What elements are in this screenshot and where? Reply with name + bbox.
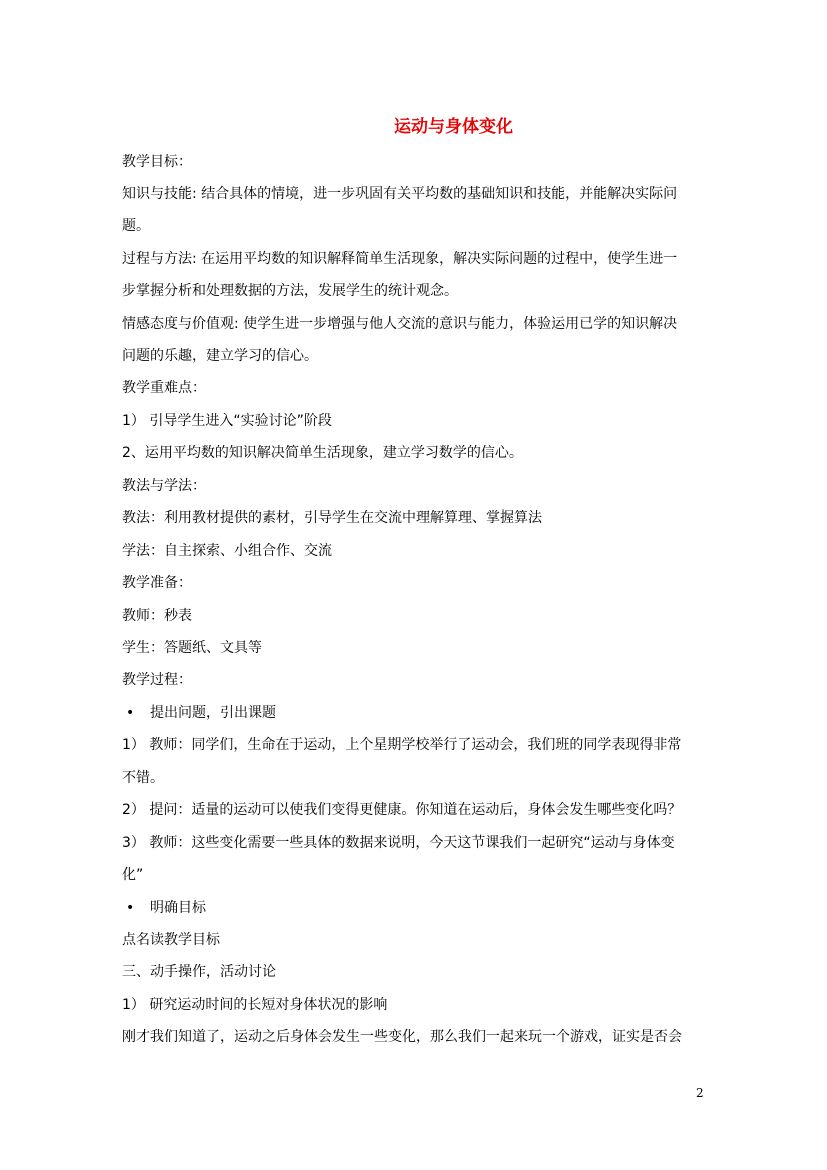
paragraph-line: 不错。 [122,770,164,786]
document-title: 运动与身体变化 [394,117,513,137]
list-item: 1） 教师：同学们，生命在于运动，上个星期学校举行了运动会，我们班的同学表现得非常 [122,737,682,753]
bullet-item: 明确目标 [150,900,206,916]
paragraph-line: 问题的乐趣，建立学习的信心。 [122,348,318,364]
list-item: 1） 研究运动时间的长短对身体状况的影响 [122,997,388,1013]
paragraph-line: 知识与技能: 结合具体的情境，进一步巩固有关平均数的基础知识和技能，并能解决实际问 [122,186,678,202]
heading-preparation: 教学准备： [122,575,192,591]
paragraph-line: 步掌握分析和处理数据的方法，发展学生的统计观念。 [122,283,458,299]
heading-teaching-goals: 教学目标： [122,154,192,170]
paragraph-line: 化” [122,867,144,883]
list-item: 3） 教师：这些变化需要一些具体的数据来说明，今天这节课我们一起研究“运动与身体变 [122,835,675,851]
heading-methods: 教法与学法： [122,478,206,494]
paragraph-line: 刚才我们知道了，运动之后身体会发生一些变化，那么我们一起来玩一个游戏，证实是否会 [122,1029,682,1045]
list-item: 2、运用平均数的知识解决简单生活现象，建立学习数学的信心。 [122,445,523,461]
paragraph-line: 教师：秒表 [122,608,192,624]
bullet-icon: • [126,705,135,721]
heading-process: 教学过程： [122,672,192,688]
paragraph-line: 点名读教学目标 [122,932,220,948]
list-item: 1） 引导学生进入“实验讨论”阶段 [122,413,332,429]
paragraph-line: 题。 [122,218,150,234]
section-heading: 三、动手操作，活动讨论 [122,964,276,980]
heading-key-points: 教学重难点： [122,380,206,396]
paragraph-line: 学法：自主探索、小组合作、交流 [122,543,332,559]
bullet-item: 提出问题，引出课题 [150,705,276,721]
paragraph-line: 情感态度与价值观: 使学生进一步增强与他人交流的意识与能力，体验运用已学的知识解决 [122,316,678,332]
paragraph-line: 教法：利用教材提供的素材，引导学生在交流中理解算理、掌握算法 [122,510,542,526]
bullet-icon: • [126,900,135,916]
list-item: 2） 提问：适量的运动可以使我们变得更健康。你知道在运动后，身体会发生哪些变化吗？ [122,802,682,818]
paragraph-line: 过程与方法: 在运用平均数的知识解释简单生活现象，解决实际问题的过程中，使学生进一 [122,251,678,267]
paragraph-line: 学生：答题纸、文具等 [122,640,262,656]
page-number: 2 [696,1086,704,1100]
